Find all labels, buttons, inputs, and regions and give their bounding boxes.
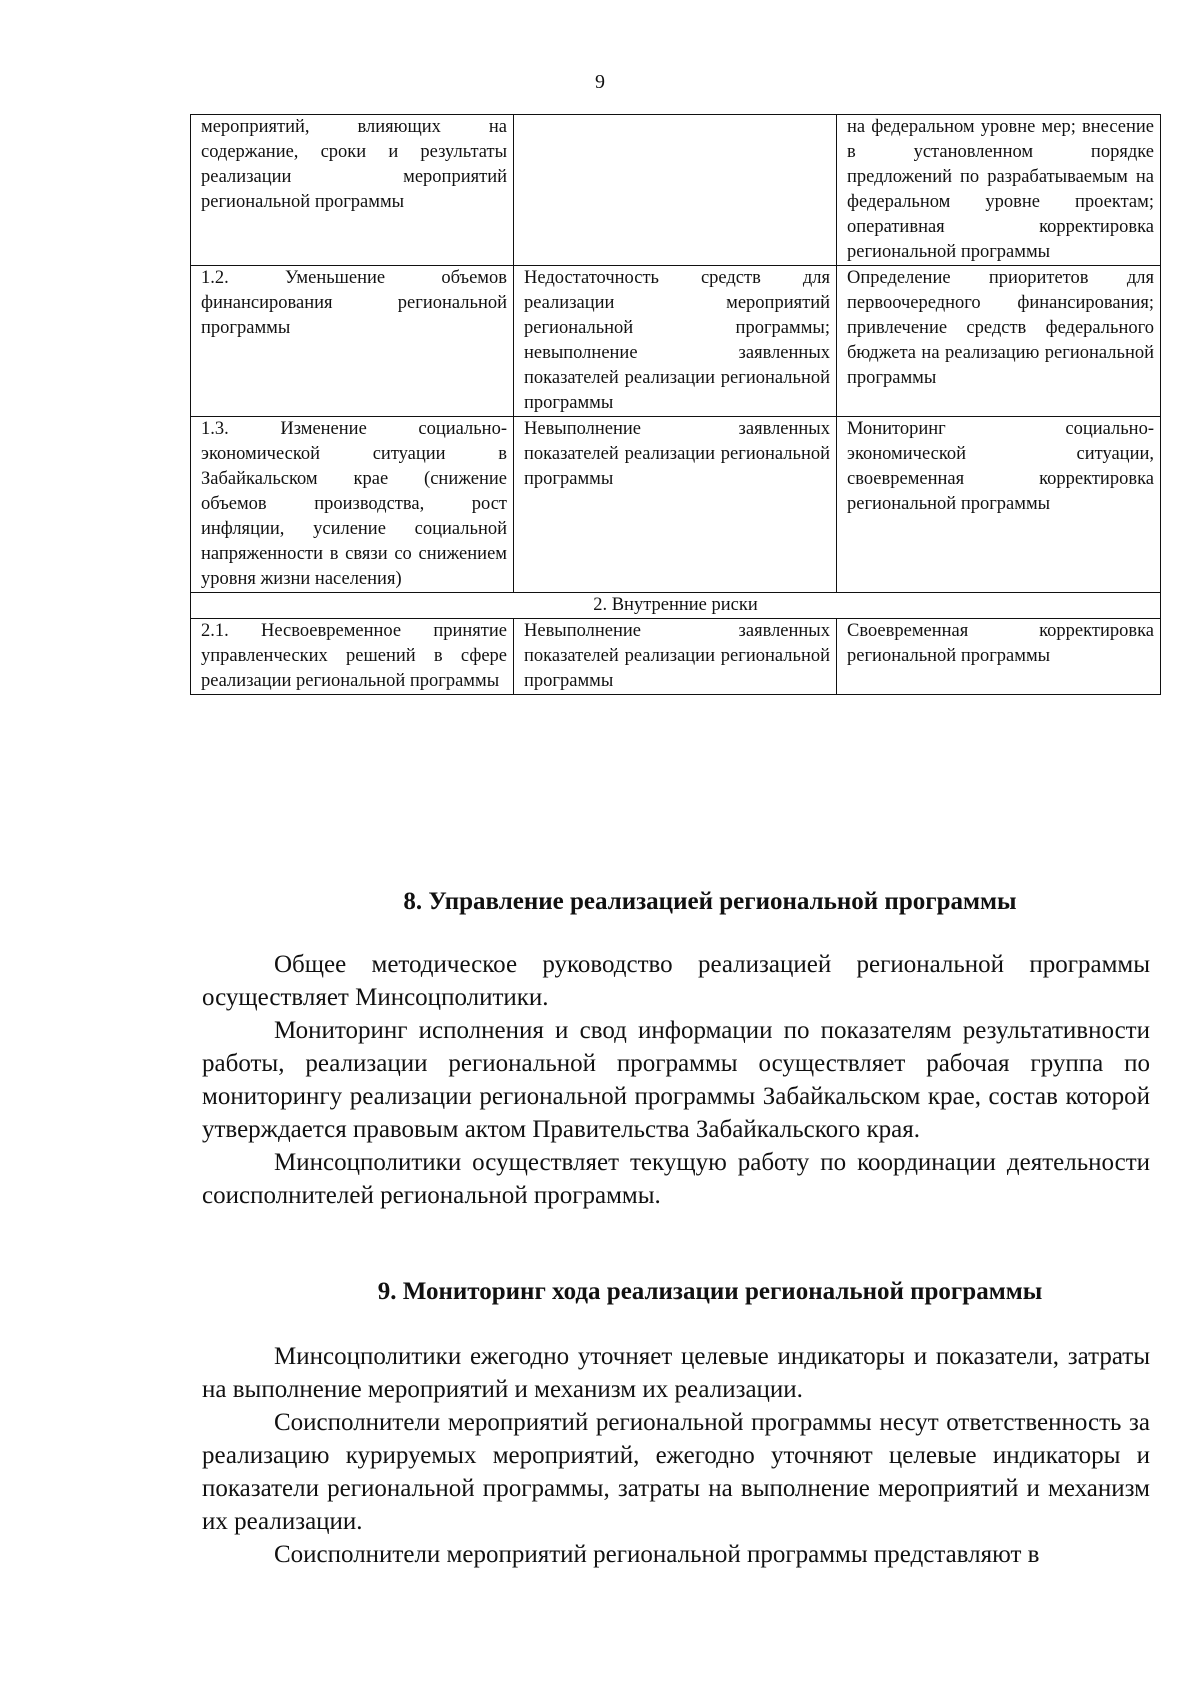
table-row: [191, 266, 1161, 417]
measure-cell: Мониторинг социально-экономической ситуации, своевременная корректировка региональной программы: [837, 417, 1161, 593]
risk-cell: 1.3. Изменение социально-экономической ситуации в Забайкальском крае (снижение объемов производства, рост инфляции, усиление социальной напряженности в связи со снижением уровня жизни населения): [191, 417, 514, 593]
paragraph: Общее методическое руководство реализацией региональной программы осуществляет Минсоцполитики.: [202, 951, 1150, 1011]
section-title-cell: 2. Внутренние риски: [191, 593, 1161, 619]
paragraph: Соисполнители мероприятий региональной программы несут ответственность за реализацию курируемых мероприятий, ежегодно уточняют целевые индикаторы и показатели региональной программы, затраты на выполнение мероприятий и механизм их реализации.: [202, 1409, 1150, 1535]
table-section-row: [191, 593, 1161, 619]
page-number: 9: [595, 71, 605, 93]
paragraph: Минсоцполитики осуществляет текущую работу по координации деятельности соисполнителей региональной программы.: [202, 1149, 1150, 1209]
consequence-cell: [514, 115, 837, 266]
consequence-cell: Невыполнение заявленных показателей реализации региональной программы: [514, 417, 837, 593]
measure-cell: Определение приоритетов для первоочередного финансирования; привлечение средств федерального бюджета на реализацию региональной программы: [837, 266, 1161, 417]
table-row: [191, 417, 1161, 593]
section-heading: 9. Мониторинг хода реализации региональной программы: [377, 1278, 1043, 1305]
measure-cell: Своевременная корректировка региональной программы: [837, 619, 1161, 695]
consequence-cell: Невыполнение заявленных показателей реализации региональной программы: [514, 619, 837, 695]
risk-cell: 1.2. Уменьшение объемов финансирования региональной программы: [191, 266, 514, 417]
section-body: [202, 948, 1150, 1212]
table-row: [191, 619, 1161, 695]
risk-table: [190, 114, 1161, 695]
paragraph: Мониторинг исполнения и свод информации по показателям результативности работы, реализации региональной программы осуществляет рабочая группа по мониторингу реализации региональной программы Забайкальском крае, состав которой утверждается правовым актом Правительства Забайкальского края.: [202, 1017, 1150, 1143]
section-heading: 8. Управление реализацией региональной программы: [403, 888, 1017, 915]
risk-cell: мероприятий, влияющих на содержание, сроки и результаты реализации мероприятий региональной программы: [191, 115, 514, 266]
consequence-cell: Недостаточность средств для реализации мероприятий региональной программы; невыполнение заявленных показателей реализации региональной программы: [514, 266, 837, 417]
table-row: [191, 115, 1161, 266]
measure-cell: на федеральном уровне мер; внесение в установленном порядке предложений по разрабатываемым на федеральном уровне проектам; оперативная корректировка региональной программы: [837, 115, 1161, 266]
section-body: [202, 1340, 1150, 1571]
risk-cell: 2.1. Несвоевременное принятие управленческих решений в сфере реализации региональной программы: [191, 619, 514, 695]
paragraph: Соисполнители мероприятий региональной программы представляют в: [274, 1541, 1040, 1568]
paragraph: Минсоцполитики ежегодно уточняет целевые индикаторы и показатели, затраты на выполнение мероприятий и механизм их реализации.: [202, 1343, 1150, 1403]
